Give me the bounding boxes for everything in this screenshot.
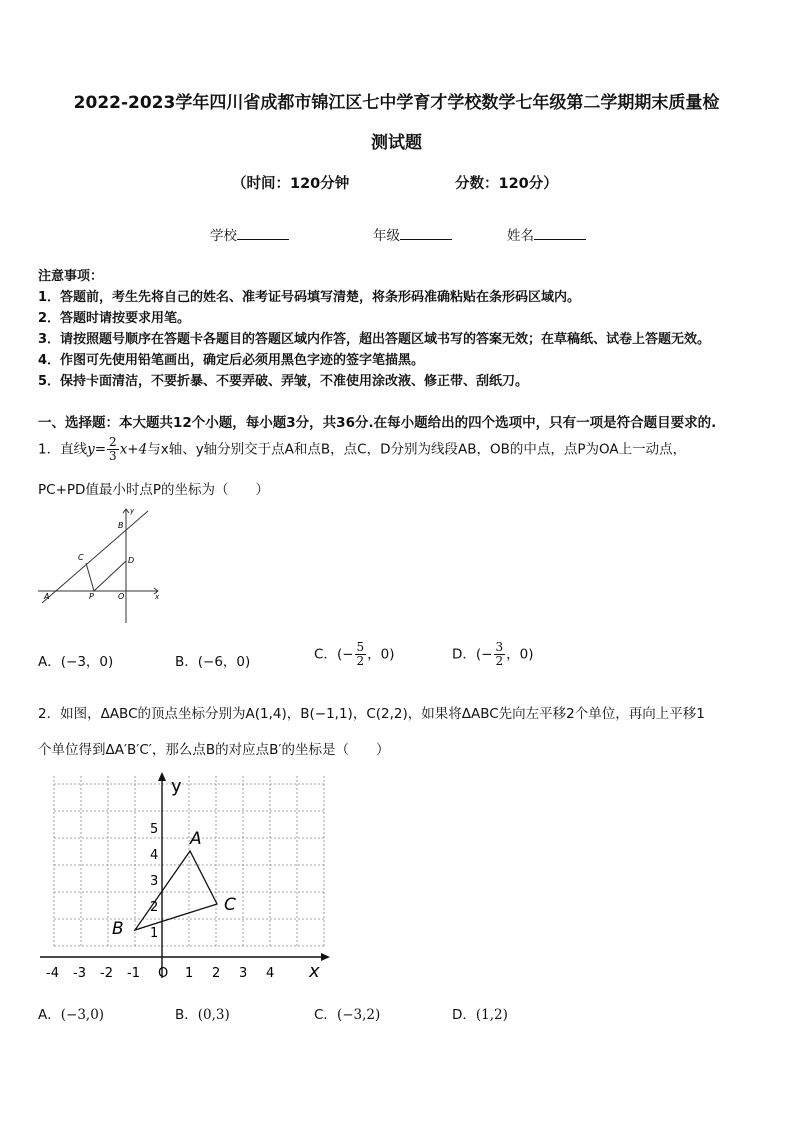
y-tick-label: 3	[150, 874, 159, 889]
q2-option-d-value: (1,2)	[475, 1007, 508, 1023]
school-label: 学校	[210, 228, 237, 244]
q1-option-d-num: 3	[495, 640, 504, 654]
q2-option-a-value: (−3,0)	[60, 1007, 105, 1023]
q1-option-c-suffix: ，0)	[367, 646, 395, 663]
x-tick-label: -2	[100, 966, 113, 981]
q1-fraction	[107, 436, 119, 463]
notice-item: 3．请按照题号顺序在答题卡各题目的答题区域内作答，超出答题区域书写的答案无效；在草稿纸、试卷上答题无效。	[38, 332, 711, 347]
q2-option-c[interactable]	[314, 1003, 380, 1023]
q2-option-d[interactable]	[452, 1003, 508, 1023]
y-tick-label: 2	[150, 900, 159, 915]
x-tick-label: 2	[212, 966, 221, 981]
x-tick-label: 4	[266, 966, 275, 981]
q1-option-b-value: (−6，0)	[197, 654, 251, 670]
exam-title-line2: 测试题	[371, 133, 422, 153]
q2-label-A: A	[190, 829, 202, 849]
section-heading: 一、选择题：本大题共12个小题，每小题3分，共36分.在每小题给出的四个选项中，只有一项是符合题目要求的.	[38, 415, 717, 431]
q2-label-B: B	[112, 919, 124, 939]
notice-item: 5．保持卡面清洁，不要折暴、不要弄破、弄皱，不准使用涂改液、修正带、刮纸刀。	[38, 374, 529, 389]
q1-option-d-den: 2	[495, 654, 504, 668]
notice-heading: 注意事项：	[38, 269, 104, 284]
q2-grid	[54, 776, 324, 947]
question-2-line1: 2．如图，ΔABC的顶点坐标分别为A(1,4)，B(−1,1)，C(2,2)，如果将ΔABC先向左平移2个单位，再向上平移1	[38, 706, 705, 722]
q2-figure	[36, 768, 336, 986]
q1-option-d-label: D．	[452, 646, 476, 663]
school-blank[interactable]	[237, 227, 289, 240]
grade-field[interactable]	[373, 224, 452, 244]
grade-label: 年级	[373, 228, 400, 244]
q2-option-b-label: B．	[175, 1007, 198, 1023]
q1-label-x: x	[155, 593, 160, 601]
grade-blank[interactable]	[400, 227, 452, 240]
q2-option-c-label: C．	[314, 1007, 337, 1023]
q1-segment-PD	[94, 561, 126, 591]
x-tick-label: -3	[73, 966, 86, 981]
q2-option-b[interactable]	[175, 1003, 230, 1023]
q1-label-O: O	[118, 592, 125, 601]
q1-option-a[interactable]	[38, 650, 113, 670]
exam-score: 分数：120分）	[455, 176, 558, 192]
q2-option-b-value: (0,3)	[197, 1007, 230, 1023]
school-field[interactable]	[210, 224, 289, 244]
q1-option-c-den: 2	[356, 654, 365, 668]
q2-axis-x-label: x	[309, 961, 320, 982]
q1-eq-y: y=	[87, 441, 107, 458]
q2-y-arrow	[158, 772, 166, 781]
q1-frac-num: 2	[109, 435, 117, 449]
question-1-line2: PC+PD值最小时点P的坐标为（ ）	[38, 482, 270, 498]
q1-option-a-label: A．	[38, 654, 61, 670]
q2-option-a-label: A．	[38, 1007, 61, 1023]
q1-option-d[interactable]	[452, 641, 534, 668]
y-tick-label: 1	[150, 926, 159, 941]
q2-option-a[interactable]	[38, 1003, 104, 1023]
x-tick-label: -1	[127, 966, 140, 981]
q1-option-c-prefix: (−	[336, 646, 354, 663]
q2-x-arrow	[321, 953, 330, 961]
q2-label-C: C	[224, 895, 236, 915]
y-tick-label: 4	[150, 848, 159, 863]
x-tick-label: 3	[239, 966, 248, 981]
q1-label-B: B	[118, 521, 124, 530]
notice-item: 2．答题时请按要求用笔。	[38, 311, 191, 326]
q1-option-d-suffix: ，0)	[506, 646, 534, 663]
question-2-line2: 个单位得到ΔA′B′C′，那么点B的对应点B′的坐标是（ ）	[38, 742, 390, 758]
q1-option-c-fraction	[355, 641, 367, 668]
q1-option-c-label: C．	[314, 646, 337, 663]
q1-label-y: y	[130, 507, 135, 515]
q1-label-A: A	[44, 592, 50, 601]
q1-option-d-fraction	[494, 641, 506, 668]
x-tick-label: O	[158, 966, 169, 981]
q1-label-P: P	[89, 592, 94, 601]
x-tick-label: 1	[185, 966, 194, 981]
question-1-line1	[38, 436, 686, 463]
q1-text-a: 与x轴、y轴分别交于点A和点B，点C，D分别为线段AB，OB的中点，点P为OA上一动点，	[147, 441, 687, 458]
notice-item: 4．作图可先使用铅笔画出，确定后必须用黑色字迹的签字笔描黑。	[38, 353, 425, 368]
q1-option-b-label: B．	[175, 654, 198, 670]
name-label: 姓名	[507, 228, 534, 244]
name-blank[interactable]	[534, 227, 586, 240]
exam-title-line1: 2022-2023学年四川省成都市锦江区七中学育才学校数学七年级第二学期期末质量检	[73, 93, 720, 113]
q2-option-d-label: D．	[452, 1007, 476, 1023]
notice-item: 1．答题前，考生先将自己的姓名、准考证号码填写清楚，将条形码准确粘贴在条形码区域内。	[38, 290, 581, 305]
x-tick-label: -4	[46, 966, 59, 981]
q1-option-c-num: 5	[356, 640, 365, 654]
exam-time: （时间：120分钟	[232, 176, 350, 192]
name-field[interactable]	[507, 224, 586, 244]
q1-option-d-prefix: (−	[475, 646, 493, 663]
y-tick-label: 5	[150, 822, 159, 837]
q1-figure	[36, 503, 166, 625]
q1-label-D: D	[128, 556, 135, 565]
q1-option-c[interactable]	[314, 641, 395, 668]
q1-eq-rest: x+4	[119, 441, 148, 458]
q1-label-C: C	[78, 553, 84, 562]
triangle-abc	[135, 851, 217, 930]
q2-option-c-value: (−3,2)	[336, 1007, 381, 1023]
q1-number: 1．直线	[38, 441, 88, 458]
q1-option-b[interactable]	[175, 650, 250, 670]
q2-axis-y-label: y	[171, 776, 182, 797]
q1-option-a-value: (−3，0)	[60, 654, 114, 670]
q1-segment-CP	[86, 563, 94, 591]
q1-frac-den: 3	[109, 449, 117, 463]
